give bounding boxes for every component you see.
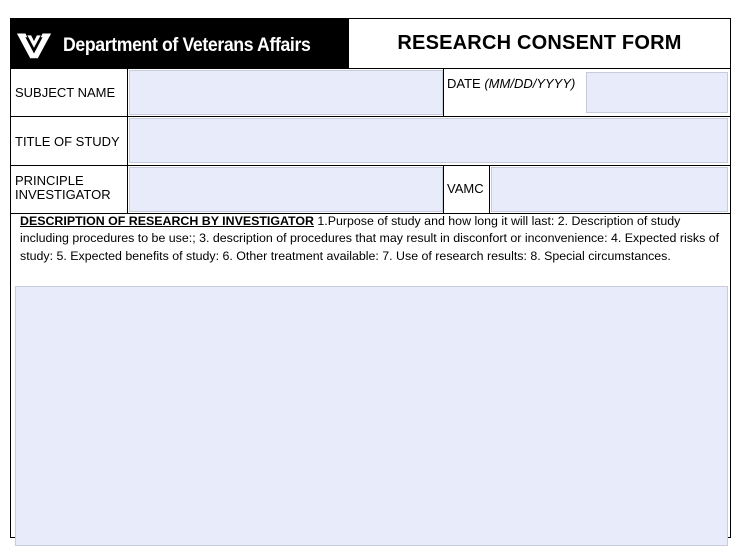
title-of-study-field[interactable] <box>129 118 728 163</box>
column-divider <box>443 68 444 116</box>
va-logo-icon <box>15 24 53 62</box>
principle-investigator-label: PRINCIPLE INVESTIGATOR <box>15 173 111 202</box>
research-consent-form <box>10 18 731 538</box>
row-divider <box>11 68 730 69</box>
description-text: 1.Purpose of study and how long it will last: 2. Description of study including procedures to be use:; 3. description of procedures that may result in disconfort or inconvenience: 4. Expected risks of study: 5. Expected benefits of study: 6. Other treatment available: 7. Use of research results: 8. Special circumstances. <box>20 214 720 263</box>
vamc-label: VAMC <box>447 181 484 196</box>
department-banner <box>11 19 349 69</box>
column-divider <box>127 68 128 213</box>
vamc-field[interactable] <box>491 167 728 212</box>
form-title: RESEARCH CONSENT FORM <box>349 19 730 69</box>
title-of-study-label: TITLE OF STUDY <box>15 134 120 149</box>
department-name: Department of Veterans Affairs <box>63 35 311 56</box>
principle-investigator-field[interactable] <box>129 167 443 212</box>
description-heading: DESCRIPTION OF RESEARCH BY INVESTIGATOR <box>20 214 314 228</box>
column-divider <box>489 165 490 213</box>
description-field[interactable] <box>15 286 728 546</box>
description-instructions <box>20 213 720 265</box>
subject-name-field[interactable] <box>129 70 443 115</box>
row-divider <box>11 165 730 166</box>
subject-name-label: SUBJECT NAME <box>15 85 116 100</box>
date-label: DATE (MM/DD/YYYY) <box>447 76 576 91</box>
column-divider <box>443 165 444 213</box>
row-divider <box>11 116 730 117</box>
date-field[interactable] <box>586 72 728 113</box>
